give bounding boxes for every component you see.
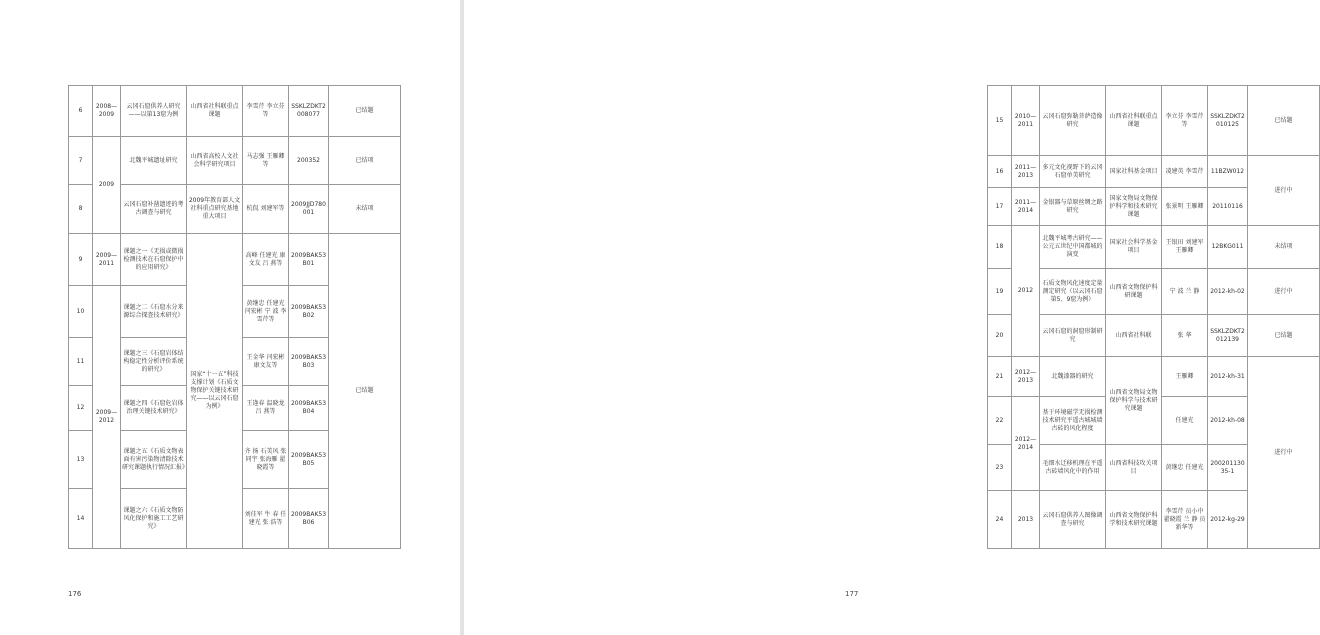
status-cell: 已结题 — [329, 234, 401, 549]
code-cell: SSKLZDKT2010125 — [1208, 86, 1248, 156]
table-row — [988, 86, 1320, 156]
title-cell: 石质文物风化速度定量测定研究（以云冈石窟第5、9窟为例） — [1040, 269, 1106, 315]
table-row — [988, 357, 1320, 397]
title-cell: 云冈石窟补凿遗迹的考古调查与研究 — [121, 185, 187, 234]
title-cell: 多元文化视野下的云冈石窟单美研究 — [1040, 156, 1106, 188]
period-cell: 2008—2009 — [93, 86, 121, 137]
status-cell: 未结项 — [329, 185, 401, 234]
code-cell: 2009BAK53B03 — [289, 338, 329, 386]
row-number: 16 — [988, 156, 1012, 188]
source-cell: 山西省文物局文物保护科学与技术研究课题 — [1106, 357, 1162, 445]
code-cell: 2009BAK53B05 — [289, 431, 329, 489]
row-number: 6 — [69, 86, 93, 137]
status-cell: 进行中 — [1248, 269, 1320, 315]
source-cell: 国家“十一五”科技支撑计划《石质文物保护关键技术研究——以云冈石窟为例》 — [187, 234, 243, 549]
code-cell: 2009JJD780001 — [289, 185, 329, 234]
research-table-left — [68, 85, 401, 549]
title-cell: 课题之五《石质文物表面有害污染物清除技术研究课题执行情况汇报》 — [121, 431, 187, 489]
code-cell: 2012-kh-08 — [1208, 397, 1248, 445]
status-cell: 已结题 — [329, 86, 401, 137]
table-row — [69, 137, 401, 185]
code-cell: 11BZW012 — [1208, 156, 1248, 188]
people-cell: 刘佳军 牛 春 任建光 张 浩等 — [243, 489, 289, 549]
people-cell: 李立芬 李雪芹等 — [1162, 86, 1208, 156]
period-cell: 2011—2014 — [1012, 188, 1040, 226]
source-cell: 国家社科基金项目 — [1106, 156, 1162, 188]
status-cell: 进行中 — [1248, 156, 1320, 226]
row-number: 14 — [69, 489, 93, 549]
period-cell: 2013 — [1012, 491, 1040, 549]
people-cell: 王金华 闫宏彬 康文友等 — [243, 338, 289, 386]
source-cell: 山西省社科联重点课题 — [1106, 86, 1162, 156]
row-number: 7 — [69, 137, 93, 185]
period-cell: 2012—2014 — [1012, 397, 1040, 491]
source-cell: 山西省高校人文社会科学研究项目 — [187, 137, 243, 185]
left-page — [0, 0, 460, 635]
row-number: 23 — [988, 445, 1012, 491]
row-number: 21 — [988, 357, 1012, 397]
page-number-left: 176 — [68, 590, 82, 598]
code-cell: 2009BAK53B04 — [289, 386, 329, 431]
people-cell: 任建光 — [1162, 397, 1208, 445]
people-cell: 马志强 王雁卿等 — [243, 137, 289, 185]
title-cell: 毛细水迁移机理在平遥古砖墙风化中的作用 — [1040, 445, 1106, 491]
people-cell: 李雪芹 李立芬等 — [243, 86, 289, 137]
people-cell: 杭侃 刘建军等 — [243, 185, 289, 234]
title-cell: 云冈石窟弥勒菩萨造像研究 — [1040, 86, 1106, 156]
code-cell: SSKLZDKT2008077 — [289, 86, 329, 137]
row-number: 17 — [988, 188, 1012, 226]
row-number: 22 — [988, 397, 1012, 445]
title-cell: 课题之二《石窟水分来源综合探查技术研究》 — [121, 286, 187, 338]
source-cell: 山西省科技攻关项目 — [1106, 445, 1162, 491]
source-cell: 山西省文物保护科学和技术研究课题 — [1106, 491, 1162, 549]
period-cell: 2011—2013 — [1012, 156, 1040, 188]
table-row — [69, 234, 401, 286]
people-cell: 高峰 任建光 康文友 吕 燕等 — [243, 234, 289, 286]
code-cell: 2012-kh-31 — [1208, 357, 1248, 397]
source-cell: 2009年教育部人文社科重点研究基地重大项目 — [187, 185, 243, 234]
status-cell: 未结项 — [1248, 226, 1320, 269]
title-cell: 金银器与草原丝绸之路研究 — [1040, 188, 1106, 226]
period-cell: 2009 — [93, 137, 121, 234]
period-cell: 2012 — [1012, 226, 1040, 357]
title-cell: 课题之四《石窟危岩体治理关键技术研究》 — [121, 386, 187, 431]
table-row — [988, 226, 1320, 269]
people-cell: 李雪芹 员小中 翟晓霞 兰 静 员新华等 — [1162, 491, 1208, 549]
title-cell: 课题之三《石窟岩体结构稳定性分析评价系统的研究》 — [121, 338, 187, 386]
people-cell: 黄继忠 任建光 — [1162, 445, 1208, 491]
title-cell: 课题之六《石质文物防风化保护和施工工艺研究》 — [121, 489, 187, 549]
people-cell: 宁 波 兰 静 — [1162, 269, 1208, 315]
people-cell: 王逢春 温晓龙 吕 燕等 — [243, 386, 289, 431]
table-row — [988, 156, 1320, 188]
code-cell: 200352 — [289, 137, 329, 185]
people-cell: 黄继忠 任建光 闫宏彬 宁 波 李雪芹等 — [243, 286, 289, 338]
page-number-right: 177 — [845, 590, 859, 598]
period-cell: 2010—2011 — [1012, 86, 1040, 156]
source-cell: 山西省文物保护科研课题 — [1106, 269, 1162, 315]
row-number: 20 — [988, 315, 1012, 357]
code-cell: 2009BAK53B02 — [289, 286, 329, 338]
row-number: 15 — [988, 86, 1012, 156]
title-cell: 课题之一《无损或微损检测技术在石窟保护中的应用研究》 — [121, 234, 187, 286]
title-cell: 北魏平城遗址研究 — [121, 137, 187, 185]
code-cell: 2012-kg-29 — [1208, 491, 1248, 549]
row-number: 13 — [69, 431, 93, 489]
row-number: 9 — [69, 234, 93, 286]
title-cell: 基于环境磁学无损检测技术研究平遥古城城墙古砖的风化程度 — [1040, 397, 1106, 445]
row-number: 24 — [988, 491, 1012, 549]
title-cell: 云冈石窟供养人研究——以第13窟为例 — [121, 86, 187, 137]
title-cell: 云冈石窟的洞窟形制研究 — [1040, 315, 1106, 357]
code-cell: 2009BAK53B01 — [289, 234, 329, 286]
code-cell: 20110116 — [1208, 188, 1248, 226]
row-number: 10 — [69, 286, 93, 338]
source-cell: 山西省社科联重点课题 — [187, 86, 243, 137]
row-number: 18 — [988, 226, 1012, 269]
right-page — [464, 0, 1293, 635]
row-number: 19 — [988, 269, 1012, 315]
status-cell: 进行中 — [1248, 357, 1320, 549]
source-cell: 国家社会科学基金项目 — [1106, 226, 1162, 269]
people-cell: 张景明 王雁卿 — [1162, 188, 1208, 226]
row-number: 12 — [69, 386, 93, 431]
table-row — [69, 86, 401, 137]
code-cell: SSKLZDKT2012139 — [1208, 315, 1248, 357]
title-cell: 云冈石窟供养人图像调查与研究 — [1040, 491, 1106, 549]
status-cell: 已结项 — [329, 137, 401, 185]
code-cell: 20020113035-1 — [1208, 445, 1248, 491]
period-cell: 2009—2012 — [93, 286, 121, 549]
title-cell: 北魏平城考古研究——公元五世纪中国都城的演变 — [1040, 226, 1106, 269]
people-cell: 王雁卿 — [1162, 357, 1208, 397]
source-cell: 山西省社科联 — [1106, 315, 1162, 357]
source-cell: 国家文物局文物保护科学和技术研究课题 — [1106, 188, 1162, 226]
period-cell: 2012—2013 — [1012, 357, 1040, 397]
people-cell: 王银田 刘建军 王雁卿 — [1162, 226, 1208, 269]
code-cell: 2009BAK53B06 — [289, 489, 329, 549]
code-cell: 2012-kh-02 — [1208, 269, 1248, 315]
people-cell: 齐 扬 石美风 张同宇 张海雁 翟晓霞等 — [243, 431, 289, 489]
title-cell: 北魏漆器的研究 — [1040, 357, 1106, 397]
status-cell: 已结题 — [1248, 315, 1320, 357]
code-cell: 12BKG011 — [1208, 226, 1248, 269]
row-number: 11 — [69, 338, 93, 386]
research-table-right — [987, 85, 1320, 549]
row-number: 8 — [69, 185, 93, 234]
status-cell: 已结题 — [1248, 86, 1320, 156]
people-cell: 凌建英 李雪芹 — [1162, 156, 1208, 188]
people-cell: 张 华 — [1162, 315, 1208, 357]
period-cell: 2009—2011 — [93, 234, 121, 286]
